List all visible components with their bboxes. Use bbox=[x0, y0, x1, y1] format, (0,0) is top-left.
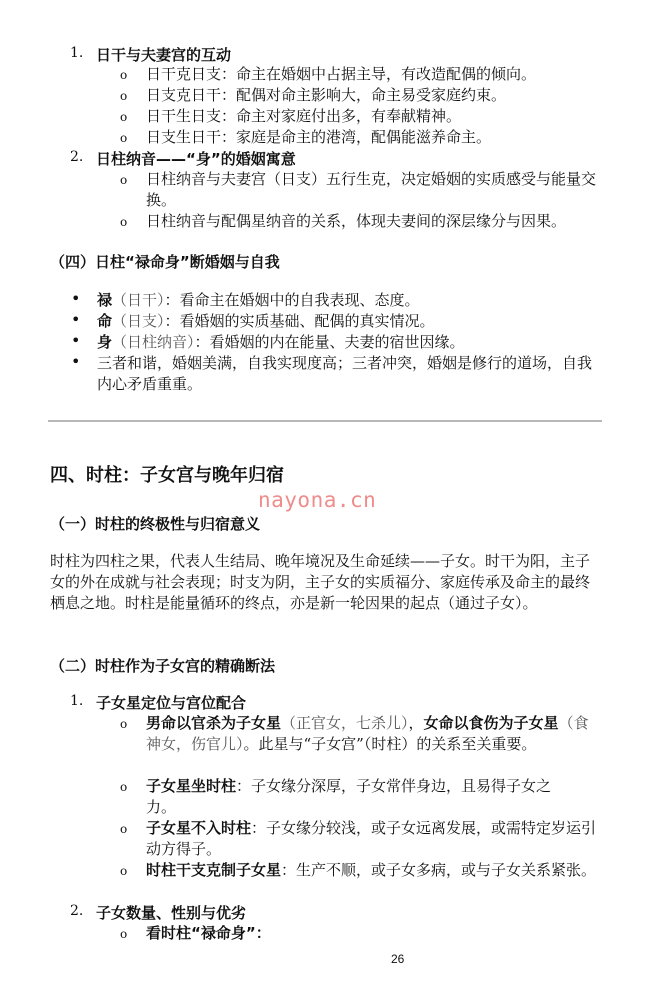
section-heading: （一）时柱的终极性与归宿意义 bbox=[50, 515, 261, 533]
horizontal-rule bbox=[48, 420, 602, 422]
circle-bullet-icon: o bbox=[120, 68, 128, 82]
sub-item: 日干生日支：命主对家庭付出多，有奉献精神。 bbox=[146, 107, 462, 125]
circle-bullet-icon: o bbox=[120, 131, 128, 145]
circle-bullet-icon: o bbox=[120, 927, 128, 941]
sub-item: 男命以官杀为子女星（正官女，七杀儿），女命以食伤为子女星（食神女，伤官儿）。此星与“子女宫”（时柱）的关系至关重要。 bbox=[146, 714, 589, 753]
list-number: 2. bbox=[70, 903, 84, 919]
list-item-title: 日柱纳音——“身”的婚姻寓意 bbox=[96, 150, 296, 168]
circle-bullet-icon: o bbox=[120, 173, 128, 187]
bullet-icon: • bbox=[71, 310, 81, 329]
bullet-icon: • bbox=[71, 352, 81, 371]
chapter-title: 四、时柱：子女宫与晚年归宿 bbox=[50, 465, 284, 486]
circle-bullet-icon: o bbox=[120, 780, 128, 794]
list-item-title: 子女数量、性别与优劣 bbox=[96, 904, 247, 922]
circle-bullet-icon: o bbox=[120, 89, 128, 103]
sub-item: 子女星不入时柱：子女缘分较浅，或子女远离发展，或需特定岁运引动方得子。 bbox=[146, 819, 597, 858]
sub-item: 日支克日干：配偶对命主影响大，命主易受家庭约束。 bbox=[146, 86, 507, 104]
sub-item: 日支生日干：家庭是命主的港湾，配偶能滋养命主。 bbox=[146, 128, 492, 146]
watermark: nayona.cn bbox=[258, 488, 377, 512]
list-number: 1. bbox=[70, 693, 84, 709]
bullet-item: 身（日柱纳音）：看婚姻的内在能量、夫妻的宿世因缘。 bbox=[97, 333, 465, 351]
sub-item: 看时柱“禄命身”： bbox=[146, 924, 271, 942]
list-item-title: 子女星定位与宫位配合 bbox=[96, 694, 247, 712]
bullet-icon: • bbox=[71, 289, 81, 308]
bullet-item: 禄（日干）：看命主在婚姻中的自我表现、态度。 bbox=[97, 291, 420, 309]
body-paragraph: 时柱为四柱之果，代表人生结局、晚年境况及生命延续——子女。时干为阳，主子女的外在成就与社会表现；时支为阴，主子女的实质福分、家庭传承及命主的最终栖息之地。时柱是能量循环的终点，亦是新一轮因果的起点（通过子女）。 bbox=[50, 552, 591, 612]
bullet-item: 三者和谐，婚姻美满，自我实现度高；三者冲突，婚姻是修行的道场，自我内心矛盾重重。 bbox=[97, 354, 593, 393]
circle-bullet-icon: o bbox=[120, 864, 128, 878]
circle-bullet-icon: o bbox=[120, 717, 128, 731]
section-heading: （四）日柱“禄命身”断婚姻与自我 bbox=[50, 253, 280, 271]
list-number: 1. bbox=[70, 45, 84, 61]
bullet-icon: • bbox=[71, 331, 81, 350]
sub-item: 时柱干支克制子女星：生产不顺，或子女多病，或与子女关系紧张。 bbox=[146, 861, 597, 879]
bullet-item: 命（日支）：看婚姻的实质基础、配偶的真实情况。 bbox=[97, 312, 435, 330]
circle-bullet-icon: o bbox=[120, 110, 128, 124]
list-item-title: 日干与夫妻宫的互动 bbox=[96, 46, 232, 64]
circle-bullet-icon: o bbox=[120, 822, 128, 836]
circle-bullet-icon: o bbox=[120, 215, 128, 229]
sub-item: 子女星坐时柱：子女缘分深厚，子女常伴身边，且易得子女之力。 bbox=[146, 777, 552, 816]
sub-item: 日柱纳音与夫妻宫（日支）五行生克，决定婚姻的实质感受与能量交换。 bbox=[146, 170, 597, 209]
section-heading: （二）时柱作为子女宫的精确断法 bbox=[50, 657, 276, 675]
sub-item: 日柱纳音与配偶星纳音的关系，体现夫妻间的深层缘分与因果。 bbox=[146, 212, 567, 230]
page-number: 26 bbox=[391, 952, 405, 966]
list-number: 2. bbox=[70, 149, 84, 165]
sub-item: 日干克日支：命主在婚姻中占据主导，有改造配偶的倾向。 bbox=[146, 65, 537, 83]
